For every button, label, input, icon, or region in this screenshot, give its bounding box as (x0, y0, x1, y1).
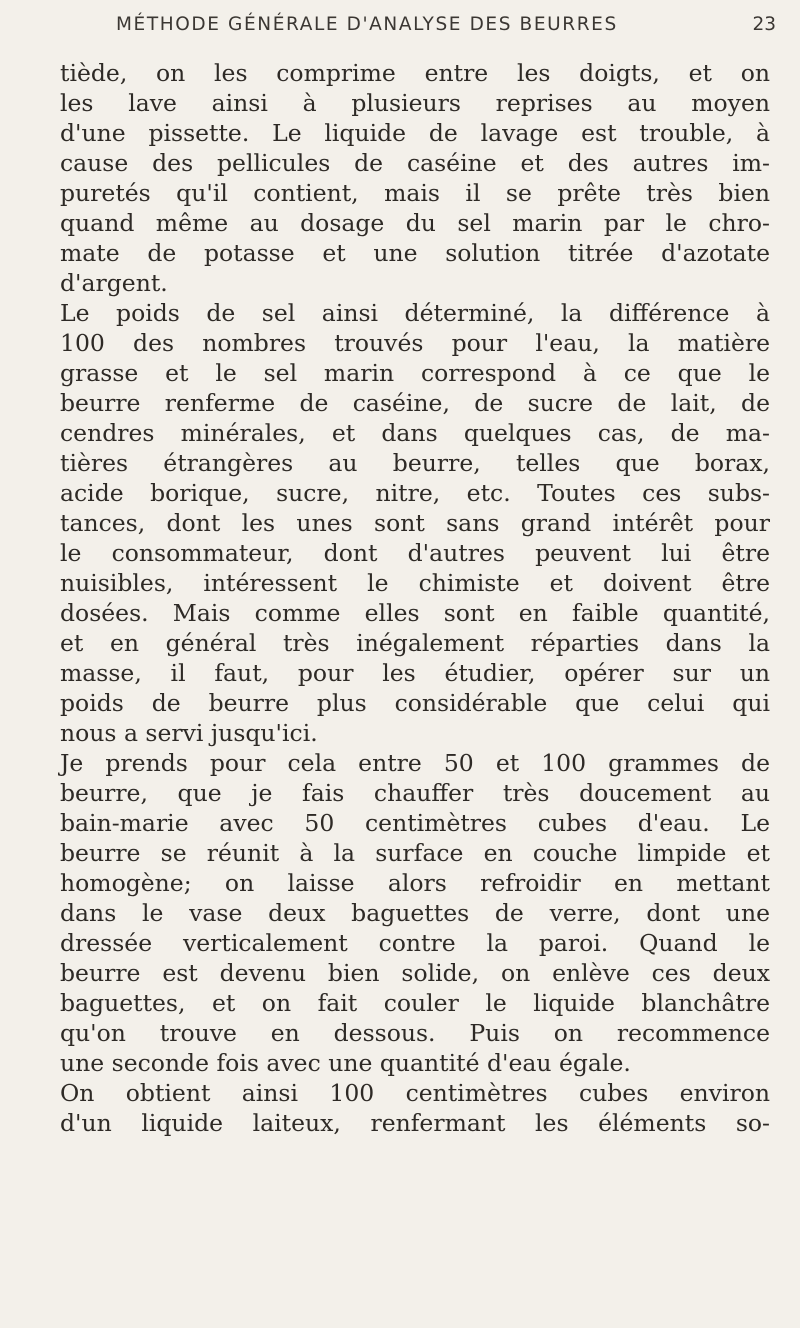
text-line: beurre renferme de caséine, de sucre de lait, de (60, 389, 770, 417)
running-head (116, 6, 776, 46)
text-line: grasse et le sel marin correspond à ce que le (60, 359, 770, 387)
text-line: d'un liquide laiteux, renfermant les éléments so- (60, 1109, 770, 1137)
text-line: acide borique, sucre, nitre, etc. Toutes ces subs- (60, 479, 770, 507)
text-line: Je prends pour cela entre 50 et 100 grammes de (60, 749, 770, 777)
text-line: poids de beurre plus considérable que celui qui (60, 689, 770, 717)
text-line: qu'on trouve en dessous. Puis on recommence (60, 1019, 770, 1047)
running-title: MÉTHODE GÉNÉRALE D'ANALYSE DES BEURRES (116, 14, 618, 35)
text-line: dans le vase deux baguettes de verre, dont une (60, 899, 770, 927)
text-line: dressée verticalement contre la paroi. Quand le (60, 929, 770, 957)
text-line: Le poids de sel ainsi déterminé, la différence à (60, 299, 770, 327)
text-line: et en général très inégalement réparties dans la (60, 629, 770, 657)
page-number: 23 (752, 14, 776, 35)
text-line: masse, il faut, pour les étudier, opérer sur un (60, 659, 770, 687)
text-line: mate de potasse et une solution titrée d'azotate (60, 239, 770, 267)
text-line: tiède, on les comprime entre les doigts, et on (60, 59, 770, 87)
paragraph-4 (60, 1078, 770, 1138)
text-line: le consommateur, dont d'autres peuvent lui être (60, 539, 770, 567)
text-line: quand même au dosage du sel marin par le chro- (60, 209, 770, 237)
text-line: beurre, que je fais chauffer très doucement au (60, 779, 770, 807)
text-line: On obtient ainsi 100 centimètres cubes environ (60, 1079, 770, 1107)
text-line: beurre est devenu bien solide, on enlève ces deux (60, 959, 770, 987)
text-line: puretés qu'il contient, mais il se prête très bien (60, 179, 770, 207)
paragraph-3 (60, 748, 770, 1078)
body-text (60, 58, 770, 1138)
text-line: tances, dont les unes sont sans grand intérêt pour (60, 509, 770, 537)
text-line: une seconde fois avec une quantité d'eau égale. (60, 1049, 631, 1077)
text-line: beurre se réunit à la surface en couche limpide et (60, 839, 770, 867)
text-line: baguettes, et on fait couler le liquide blanchâtre (60, 989, 770, 1017)
text-line: 100 des nombres trouvés pour l'eau, la matière (60, 329, 770, 357)
text-line: cendres minérales, et dans quelques cas, de ma- (60, 419, 770, 447)
text-line: bain-marie avec 50 centimètres cubes d'eau. Le (60, 809, 770, 837)
paragraph-2 (60, 298, 770, 748)
text-line: nuisibles, intéressent le chimiste et doivent être (60, 569, 770, 597)
text-line: d'une pissette. Le liquide de lavage est trouble, à (60, 119, 770, 147)
text-line: nous a servi jusqu'ici. (60, 719, 318, 747)
text-line: tières étrangères au beurre, telles que borax, (60, 449, 770, 477)
text-line: cause des pellicules de caséine et des autres im- (60, 149, 770, 177)
text-line: les lave ainsi à plusieurs reprises au moyen (60, 89, 770, 117)
text-line: dosées. Mais comme elles sont en faible quantité, (60, 599, 770, 627)
paragraph-1 (60, 58, 770, 298)
text-line: homogène; on laisse alors refroidir en mettant (60, 869, 770, 897)
text-line: d'argent. (60, 269, 168, 297)
